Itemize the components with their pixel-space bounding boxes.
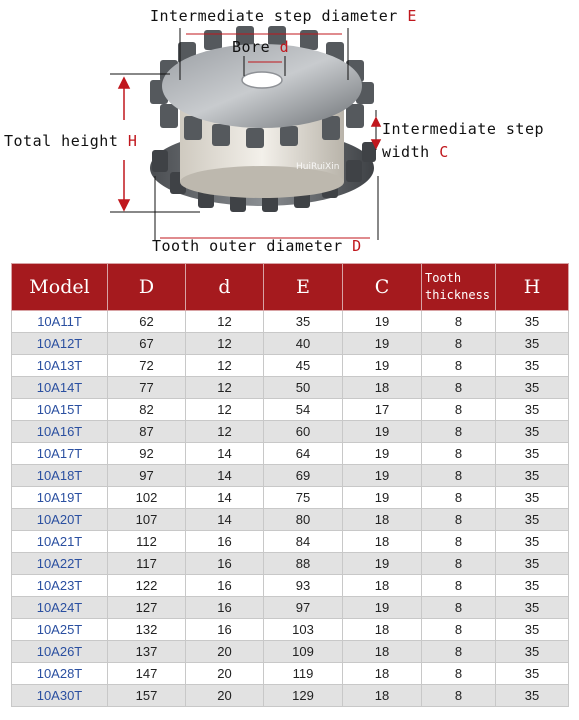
cell-d-outer: 117 <box>108 553 186 575</box>
label-total-height <box>4 132 137 150</box>
cell-d-bore: 12 <box>186 355 264 377</box>
table-row <box>12 443 569 465</box>
table-row <box>12 465 569 487</box>
label-bore-letter: d <box>279 38 290 56</box>
cell-model: 10A23T <box>12 575 108 597</box>
label-d-text: Tooth outer diameter <box>152 237 343 255</box>
cell-c: 18 <box>343 377 422 399</box>
cell-model: 10A15T <box>12 399 108 421</box>
cell-d-outer: 147 <box>108 663 186 685</box>
cell-e: 97 <box>264 597 343 619</box>
cell-tooth-thickness: 8 <box>422 509 496 531</box>
cell-d-outer: 132 <box>108 619 186 641</box>
cell-e: 35 <box>264 311 343 333</box>
cell-h: 35 <box>496 641 569 663</box>
label-intermediate-step-line1 <box>382 120 544 138</box>
cell-tooth-thickness: 8 <box>422 399 496 421</box>
cell-d-outer: 82 <box>108 399 186 421</box>
cell-e: 75 <box>264 487 343 509</box>
cell-e: 60 <box>264 421 343 443</box>
cell-d-outer: 122 <box>108 575 186 597</box>
cell-tooth-thickness: 8 <box>422 619 496 641</box>
table-row <box>12 509 569 531</box>
cell-h: 35 <box>496 509 569 531</box>
table-row <box>12 355 569 377</box>
cell-tooth-thickness: 8 <box>422 575 496 597</box>
cell-e: 64 <box>264 443 343 465</box>
cell-model: 10A12T <box>12 333 108 355</box>
cell-d-outer: 77 <box>108 377 186 399</box>
label-c-letter: C <box>439 143 449 161</box>
cell-d-bore: 14 <box>186 487 264 509</box>
cell-c: 18 <box>343 509 422 531</box>
table-row <box>12 575 569 597</box>
cell-h: 35 <box>496 377 569 399</box>
cell-d-bore: 16 <box>186 531 264 553</box>
label-tooth-outer-diameter <box>152 237 362 255</box>
cell-tooth-thickness: 8 <box>422 597 496 619</box>
header-h: H <box>496 264 569 311</box>
cell-model: 10A14T <box>12 377 108 399</box>
cell-d-outer: 137 <box>108 641 186 663</box>
cell-d-bore: 12 <box>186 399 264 421</box>
table-row <box>12 421 569 443</box>
cell-h: 35 <box>496 531 569 553</box>
cell-model: 10A17T <box>12 443 108 465</box>
table-row <box>12 531 569 553</box>
cell-model: 10A30T <box>12 685 108 707</box>
cell-d-bore: 14 <box>186 509 264 531</box>
label-c-text-2: width <box>382 143 430 161</box>
table-row <box>12 685 569 707</box>
table-row <box>12 333 569 355</box>
cell-c: 19 <box>343 465 422 487</box>
label-c-text-1: Intermediate step <box>382 120 545 138</box>
label-bore <box>232 38 289 56</box>
cell-model: 10A21T <box>12 531 108 553</box>
cell-d-outer: 62 <box>108 311 186 333</box>
cell-model: 10A13T <box>12 355 108 377</box>
header-c: C <box>343 264 422 311</box>
cell-model: 10A11T <box>12 311 108 333</box>
cell-h: 35 <box>496 465 569 487</box>
cell-c: 18 <box>343 663 422 685</box>
label-h-text: Total height <box>4 132 119 150</box>
cell-c: 19 <box>343 311 422 333</box>
cell-c: 18 <box>343 641 422 663</box>
cell-d-bore: 12 <box>186 377 264 399</box>
cell-tooth-thickness: 8 <box>422 311 496 333</box>
cell-d-outer: 102 <box>108 487 186 509</box>
cell-h: 35 <box>496 311 569 333</box>
label-intermediate-step-line2 <box>382 143 449 161</box>
cell-h: 35 <box>496 575 569 597</box>
label-h-letter: H <box>127 132 138 150</box>
cell-e: 84 <box>264 531 343 553</box>
cell-model: 10A28T <box>12 663 108 685</box>
cell-d-outer: 92 <box>108 443 186 465</box>
cell-d-outer: 67 <box>108 333 186 355</box>
table-body <box>12 311 569 707</box>
cell-e: 54 <box>264 399 343 421</box>
cell-c: 19 <box>343 421 422 443</box>
cell-d-bore: 12 <box>186 311 264 333</box>
cell-c: 17 <box>343 399 422 421</box>
cell-e: 103 <box>264 619 343 641</box>
table-row <box>12 619 569 641</box>
cell-e: 129 <box>264 685 343 707</box>
cell-d-bore: 12 <box>186 333 264 355</box>
cell-h: 35 <box>496 355 569 377</box>
cell-model: 10A25T <box>12 619 108 641</box>
cell-h: 35 <box>496 597 569 619</box>
cell-c: 18 <box>343 575 422 597</box>
cell-tooth-thickness: 8 <box>422 421 496 443</box>
cell-model: 10A22T <box>12 553 108 575</box>
cell-e: 50 <box>264 377 343 399</box>
cell-e: 88 <box>264 553 343 575</box>
table-row <box>12 663 569 685</box>
cell-c: 19 <box>343 487 422 509</box>
cell-c: 19 <box>343 597 422 619</box>
header-e: E <box>264 264 343 311</box>
cell-tooth-thickness: 8 <box>422 377 496 399</box>
cell-tooth-thickness: 8 <box>422 553 496 575</box>
cell-e: 69 <box>264 465 343 487</box>
cell-e: 109 <box>264 641 343 663</box>
cell-d-bore: 14 <box>186 443 264 465</box>
cell-h: 35 <box>496 619 569 641</box>
label-e-text: Intermediate step diameter <box>150 7 398 25</box>
cell-model: 10A19T <box>12 487 108 509</box>
cell-tooth-thickness: 8 <box>422 487 496 509</box>
cell-d-bore: 14 <box>186 465 264 487</box>
cell-e: 93 <box>264 575 343 597</box>
cell-d-bore: 12 <box>186 421 264 443</box>
cell-c: 19 <box>343 333 422 355</box>
spec-table <box>11 263 569 707</box>
cell-tooth-thickness: 8 <box>422 663 496 685</box>
label-intermediate-diameter <box>150 7 417 25</box>
cell-tooth-thickness: 8 <box>422 443 496 465</box>
cell-tooth-thickness: 8 <box>422 465 496 487</box>
table-row <box>12 553 569 575</box>
header-d-bore: d <box>186 264 264 311</box>
table-row <box>12 311 569 333</box>
cell-model: 10A18T <box>12 465 108 487</box>
label-bore-text: Bore <box>232 38 271 56</box>
cell-tooth-thickness: 8 <box>422 355 496 377</box>
table-row <box>12 377 569 399</box>
cell-d-outer: 127 <box>108 597 186 619</box>
cell-h: 35 <box>496 443 569 465</box>
cell-e: 119 <box>264 663 343 685</box>
cell-d-bore: 16 <box>186 619 264 641</box>
cell-e: 45 <box>264 355 343 377</box>
cell-model: 10A24T <box>12 597 108 619</box>
cell-d-outer: 112 <box>108 531 186 553</box>
cell-d-bore: 16 <box>186 597 264 619</box>
table-row <box>12 597 569 619</box>
label-d-letter: D <box>352 237 362 255</box>
cell-h: 35 <box>496 553 569 575</box>
table-row <box>12 399 569 421</box>
cell-c: 18 <box>343 531 422 553</box>
cell-d-bore: 20 <box>186 641 264 663</box>
watermark: HuiRuiXin <box>296 162 340 172</box>
header-model: Model <box>12 264 108 311</box>
cell-c: 19 <box>343 355 422 377</box>
cell-d-outer: 107 <box>108 509 186 531</box>
label-e-letter: E <box>407 7 417 25</box>
cell-tooth-thickness: 8 <box>422 333 496 355</box>
cell-tooth-thickness: 8 <box>422 531 496 553</box>
cell-c: 19 <box>343 553 422 575</box>
cell-h: 35 <box>496 333 569 355</box>
table-header-row <box>12 264 569 311</box>
cell-d-outer: 97 <box>108 465 186 487</box>
cell-d-outer: 87 <box>108 421 186 443</box>
cell-d-bore: 20 <box>186 685 264 707</box>
cell-model: 10A20T <box>12 509 108 531</box>
cell-c: 19 <box>343 443 422 465</box>
header-tooth-thickness: Tooth thickness <box>422 264 496 311</box>
cell-e: 80 <box>264 509 343 531</box>
cell-model: 10A16T <box>12 421 108 443</box>
cell-h: 35 <box>496 487 569 509</box>
cell-d-outer: 72 <box>108 355 186 377</box>
cell-h: 35 <box>496 685 569 707</box>
header-d-outer: D <box>108 264 186 311</box>
sprocket-diagram <box>0 0 579 262</box>
cell-h: 35 <box>496 399 569 421</box>
cell-h: 35 <box>496 421 569 443</box>
cell-e: 40 <box>264 333 343 355</box>
cell-d-bore: 20 <box>186 663 264 685</box>
cell-d-outer: 157 <box>108 685 186 707</box>
table-row <box>12 487 569 509</box>
cell-tooth-thickness: 8 <box>422 641 496 663</box>
cell-d-bore: 16 <box>186 553 264 575</box>
cell-c: 18 <box>343 619 422 641</box>
table-row <box>12 641 569 663</box>
cell-c: 18 <box>343 685 422 707</box>
cell-tooth-thickness: 8 <box>422 685 496 707</box>
cell-h: 35 <box>496 663 569 685</box>
cell-d-bore: 16 <box>186 575 264 597</box>
cell-model: 10A26T <box>12 641 108 663</box>
